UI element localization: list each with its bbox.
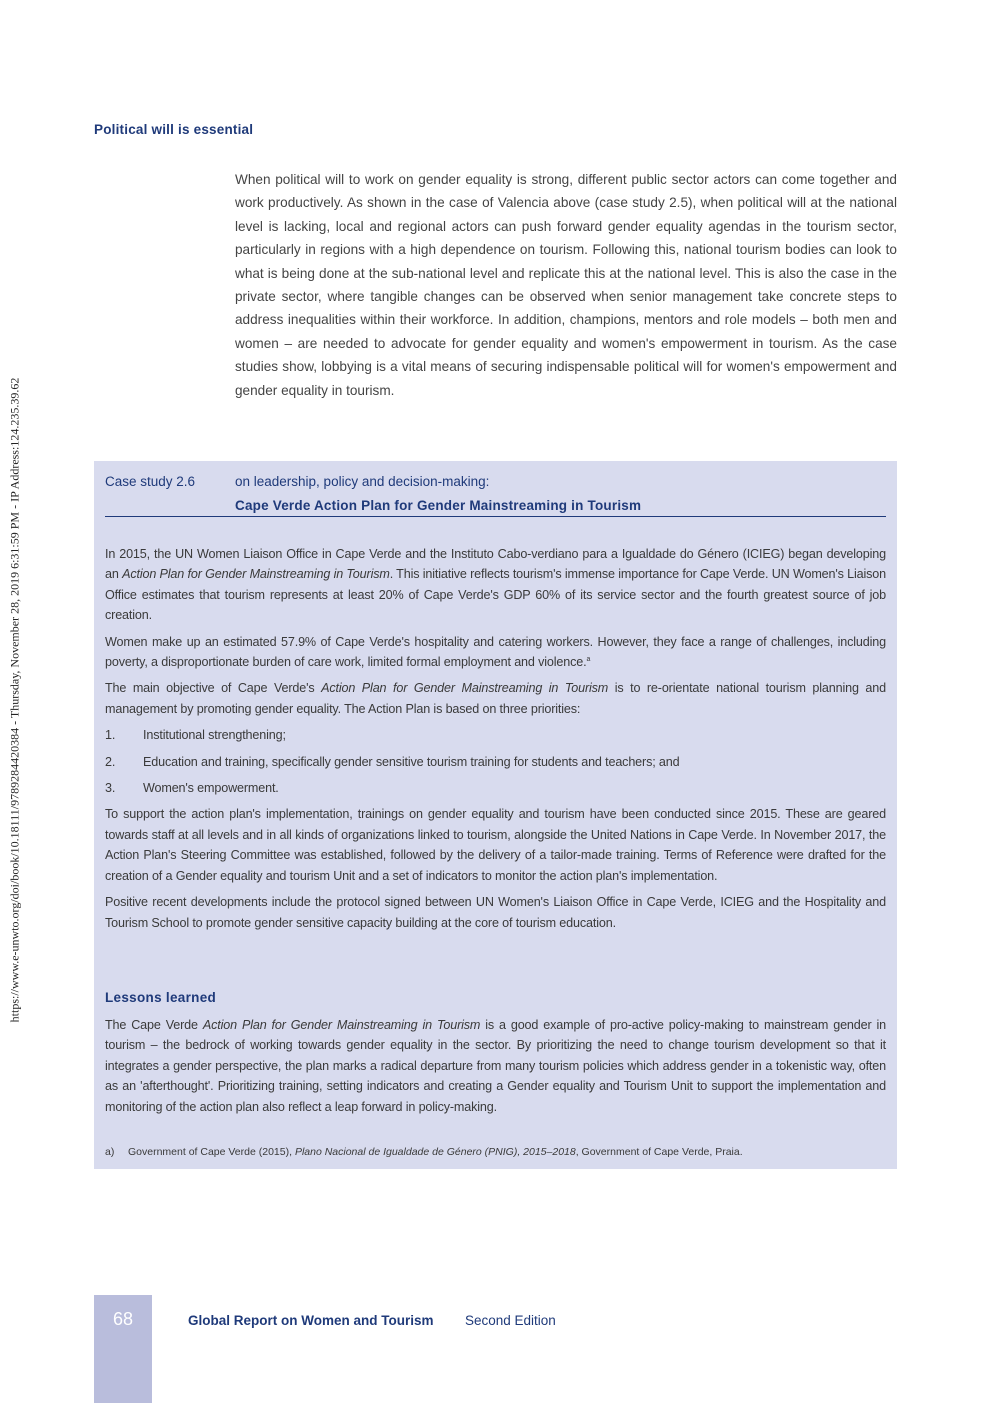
footer-report-title: Global Report on Women and Tourism <box>188 1313 434 1328</box>
case-study-box <box>94 461 897 1169</box>
case-study-label: Case study 2.6 <box>105 474 196 489</box>
case-paragraph-1: In 2015, the UN Women Liaison Office in Cape Verde and the Instituto Cabo-verdiano para a Igualdade do Género (ICIEG) began developing an Action Plan for Gender Mainstreaming in Tourism. This initiative reflects tourism's immense importance for Cape Verde. UN Women's Liaison Office estimates that tourism represents at least 20% of Cape Verde's GDP 60% of its service sector and the fourth greatest source of job creation. <box>105 547 886 623</box>
footnote-ref: a <box>586 655 591 663</box>
case-paragraph-4: To support the action plan's implementation, trainings on gender equality and tourism have been conducted since 2015. These are geared towards staff at all levels and in all kinds of organizations linked to tourism, alongside the United Nations in Cape Verde. In November 2017, the Action Plan's Steering Committee was established, followed by the delivery of a tailor-made training. Terms of Reference were drafted for the creation of a Gender equality and tourism Unit and a set of indicators to monitor the action plan's implementation. <box>105 807 886 883</box>
list-item: 3. Women's empowerment. <box>105 781 279 796</box>
section-heading: Political will is essential <box>94 122 254 137</box>
case-paragraph-2: Women make up an estimated 57.9% of Cape Verde's hospitality and catering workers. However, they face a range of challenges, including poverty, a disproportionate burden of care work, limited formal employment and violence.$^a$ <box>105 634 886 670</box>
case-study-subtitle: on leadership, policy and decision-making: <box>235 474 490 489</box>
footnote: a) Government of Cape Verde (2015), Plano Nacional de Igualdade de Género (PNIG), 2015–2018, Government of Cape Verde, Praia. <box>105 1146 743 1158</box>
footer-edition: Second Edition <box>465 1313 556 1328</box>
case-study-body <box>105 544 886 939</box>
list-item: 2. Education and training, specifically gender sensitive tourism training for students and teachers; and <box>105 754 680 769</box>
page-number-tab <box>94 1295 152 1403</box>
lessons-learned-heading: Lessons learned <box>105 990 217 1005</box>
title-divider <box>105 516 886 517</box>
case-study-title: Cape Verde Action Plan for Gender Mainstreaming in Tourism <box>235 498 642 513</box>
case-paragraph-3: The main objective of Cape Verde's Action Plan for Gender Mainstreaming in Tourism is to re-orientate national tourism planning and management by promoting gender equality. The Action Plan is based on three priorities: <box>105 681 886 716</box>
lessons-learned-body: The Cape Verde Action Plan for Gender Mainstreaming in Tourism is a good example of pro-active policy-making to mainstream gender in tourism – the bedrock of working towards gender equality in the sector. By prioritizing the need to change tourism development so that it integrates a gender perspective, the plan marks a radical departure from many tourism policies which address gender in a tokenistic way, often as an 'afterthought'. Prioritizing training, setting indicators and creating a Gender equality and Tourism Unit to support the implementation and monitoring of the action plan also reflect a leap forward in policy-making. <box>105 1018 887 1114</box>
intro-paragraph: When political will to work on gender equality is strong, different public sector actors can come together and work productively. As shown in the case of Valencia above (case study 2.5), when political will at the national level is lacking, local and regional actors can push forward gender equality agendas in the tourism sector, particularly in regions with a high dependence on tourism. Following this, national tourism bodies can look to what is being done at the sub-national level and replicate this at the national level. This is also the case in the private sector, where tangible changes can be observed when senior management take concrete steps to address inequalities within their workforce. In addition, champions, mentors and role models – both men and women – are needed to advocate for gender equality and women's empowerment in tourism. As the case studies show, lobbying is a vital means of securing indispensable political will for women's empowerment and gender equality in tourism. <box>235 172 897 398</box>
page-number: 68 <box>112 1309 134 1329</box>
download-watermark: https://www.e-unwto.org/doi/book/10.18111/9789284420384 - Thursday, November 28, 2019 6:31:59 PM - IP Address:124.235.39.62 <box>7 377 22 1023</box>
case-paragraph-5: Positive recent developments include the protocol signed between UN Women's Liaison Office in Cape Verde, ICIEG and the Hospitality and Tourism School to promote gender sensitive capacity building at the core of tourism education. <box>105 895 886 930</box>
list-item: 1. Institutional strengthening; <box>105 728 286 743</box>
